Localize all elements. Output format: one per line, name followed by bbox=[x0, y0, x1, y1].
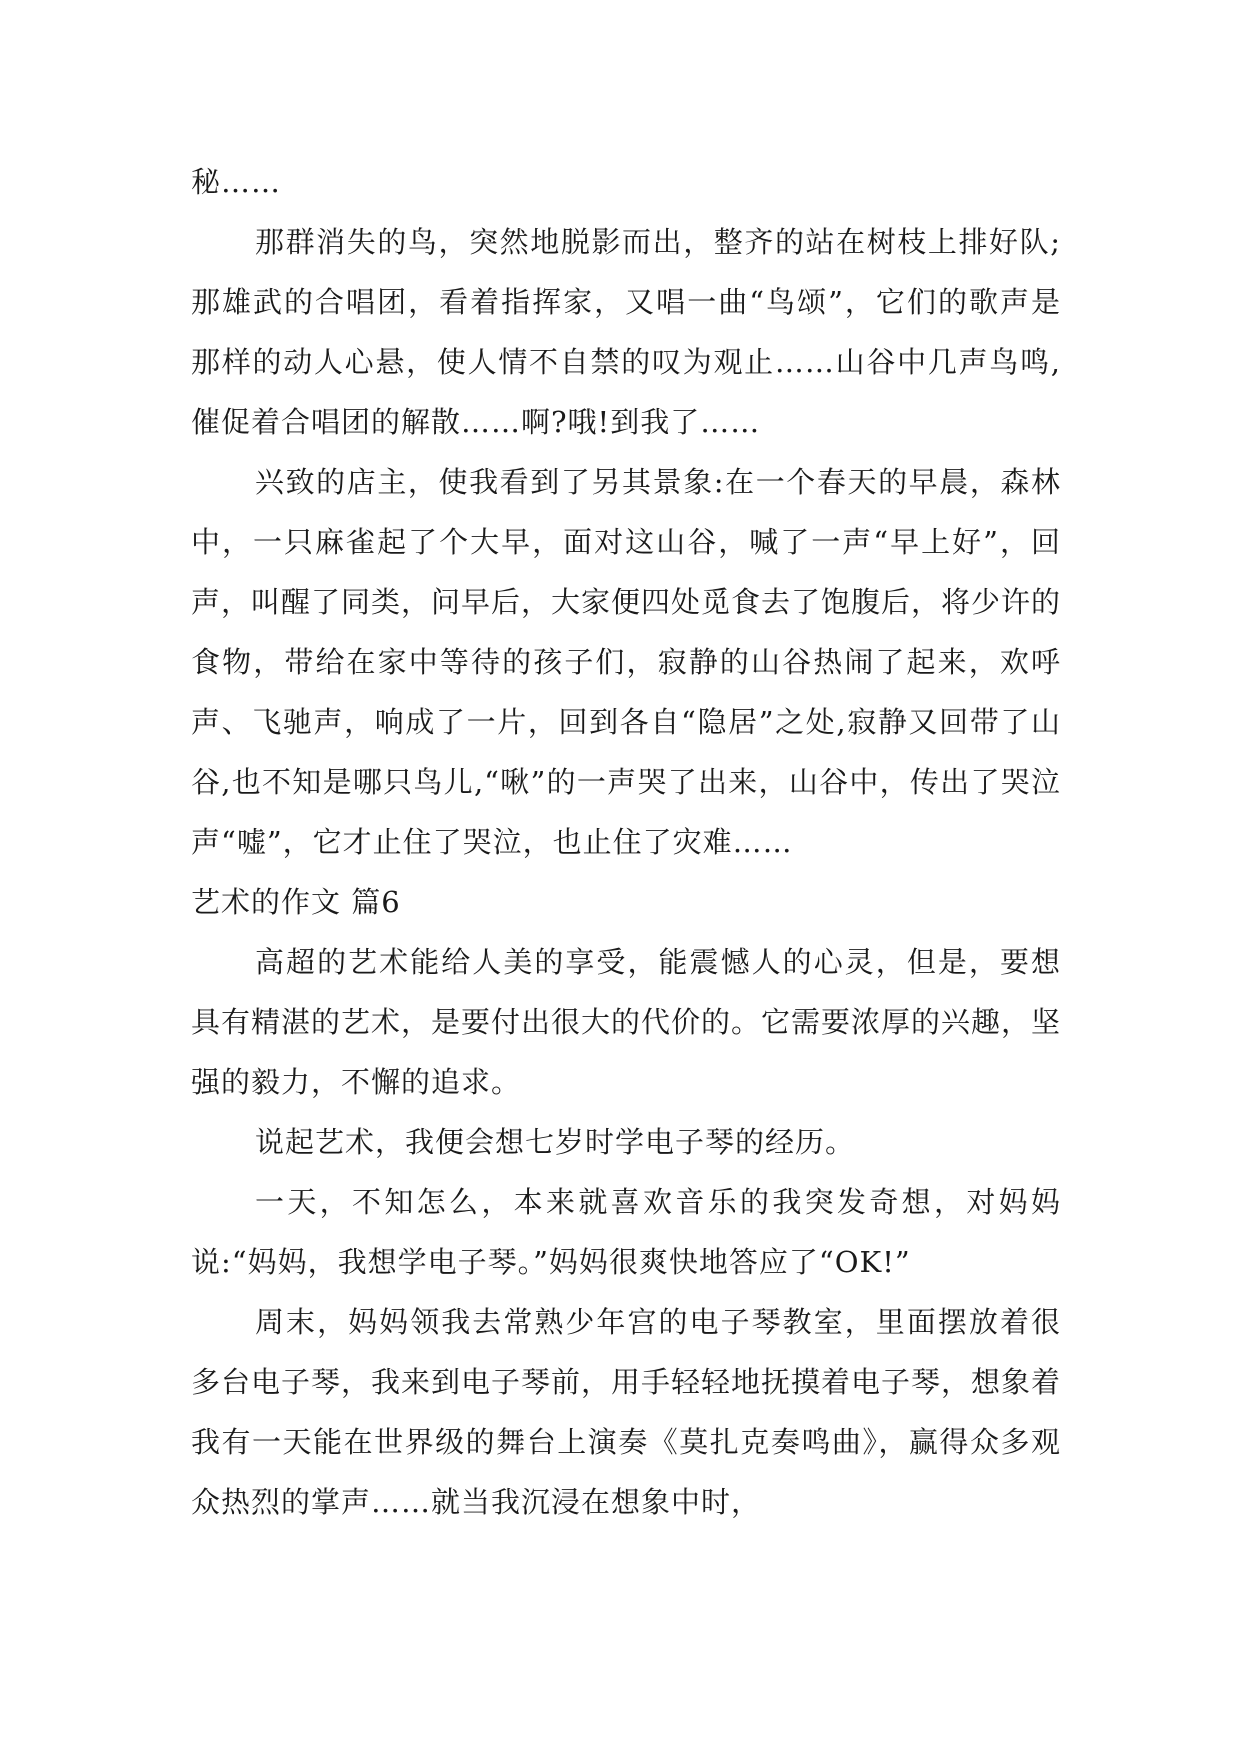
paragraph-art-intro: 高超的艺术能给人美的享受，能震憾人的心灵，但是，要想具有精湛的艺术，是要付出很大的代价的。它需要浓厚的兴趣，坚强的毅力，不懈的追求。 bbox=[191, 945, 1062, 1099]
document-body bbox=[191, 152, 1061, 1532]
paragraph-weekend-class: 周末，妈妈领我去常熟少年宫的电子琴教室，里面摆放着很多台电子琴，我来到电子琴前，用手轻轻地抚摸着电子琴，想象着我有一天能在世界级的舞台上演奏《莫扎克奏鸣曲》，赢得众多观众热烈的掌声……就当我沉浸在想象中时， bbox=[191, 1305, 1062, 1519]
paragraph-bird-choir: 那群消失的鸟，突然地脱影而出，整齐的站在树枝上排好队;那雄武的合唱团，看着指挥家，又唱一曲“鸟颂”，它们的歌声是那样的动人心悬，使人情不自禁的叹为观止……山谷中几声鸟鸣,催促着合唱团的解散……啊?哦!到我了…… bbox=[191, 225, 1061, 439]
paragraph-keyboard-memory: 说起艺术，我便会想七岁时学电子琴的经历。 bbox=[255, 1125, 856, 1159]
paragraph-ask-mom: 一天，不知怎么，本来就喜欢音乐的我突发奇想，对妈妈说:“妈妈，我想学电子琴。”妈妈很爽快地答应了“OK!” bbox=[191, 1185, 1061, 1279]
section-heading: 艺术的作文 篇6 bbox=[191, 885, 401, 919]
paragraph-continuation: 秘…… bbox=[191, 165, 282, 199]
paragraph-shopkeeper-scene: 兴致的店主，使我看到了另其景象:在一个春天的早晨，森林中，一只麻雀起了个大早，面对这山谷，喊了一声“早上好”，回声，叫醒了同类，问早后，大家便四处觅食去了饱腹后，将少许的食物，带给在家中等待的孩子们，寂静的山谷热闹了起来，欢呼声、飞驰声，响成了一片，回到各自“隐居”之处,寂静又回带了山谷,也不知是哪只鸟儿,“啾”的一声哭了出来，山谷中，传出了哭泣声“嘘”，它才止住了哭泣，也止住了灾难…… bbox=[191, 465, 1062, 859]
